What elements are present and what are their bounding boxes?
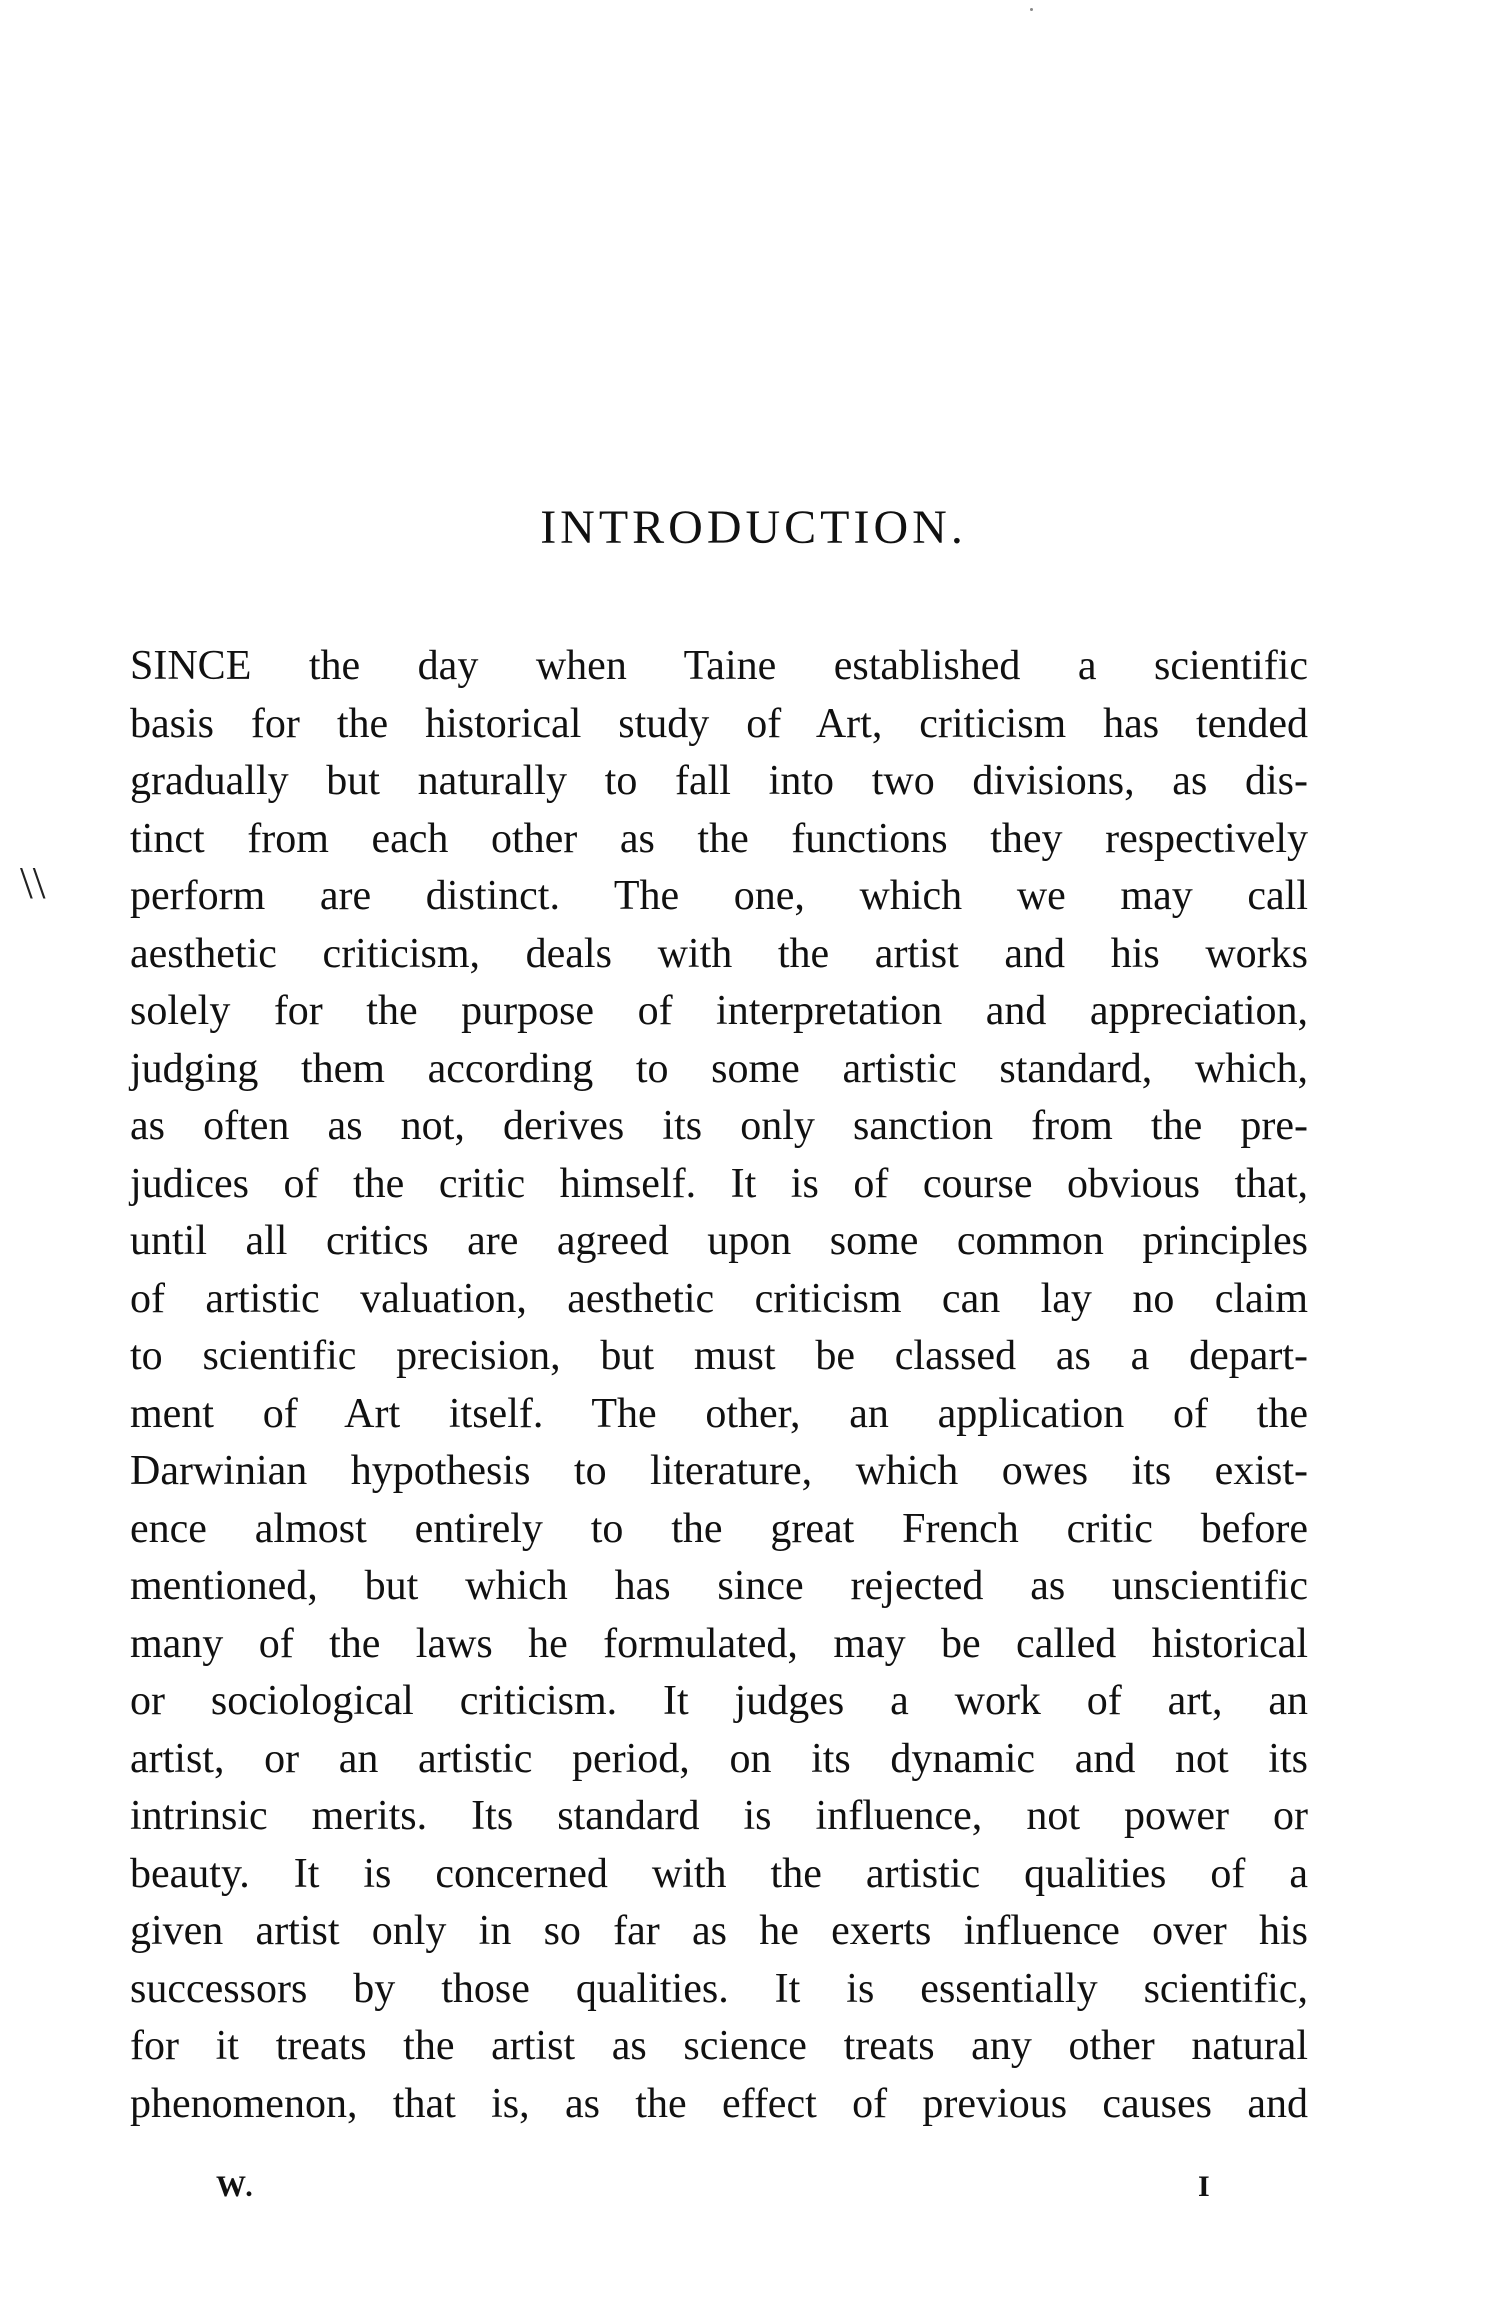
text-line: phenomenon, that is, as the effect of previous causes and — [130, 2080, 1308, 2127]
text-line: ence almost entirely to the great French critic before — [130, 1505, 1308, 1552]
text-line: aesthetic criticism, deals with the artist and his works — [130, 930, 1308, 977]
text-line: as often as not, derives its only sanction from the pre- — [130, 1103, 1308, 1149]
text-line: for it treats the artist as science treats any other natural — [130, 2023, 1308, 2069]
page-number: I — [1198, 2170, 1210, 2203]
text-line: gradually but naturally to fall into two divisions, as dis- — [130, 758, 1308, 804]
text-line: of artistic valuation, aesthetic criticism can lay no claim — [130, 1275, 1308, 1322]
text-line: or sociological criticism. It judges a work of art, an — [130, 1678, 1308, 1724]
text-line: judging them according to some artistic standard, which, — [130, 1045, 1308, 1092]
text-line: until all critics are agreed upon some common principles — [130, 1218, 1308, 1264]
text-line: perform are distinct. The one, which we may call — [130, 873, 1308, 919]
text-line: given artist only in so far as he exerts influence over his — [130, 1908, 1308, 1954]
text-line: artist, or an artistic period, on its dynamic and not its — [130, 1735, 1308, 1782]
text-line: intrinsic merits. Its standard is influence, not power or — [130, 1793, 1308, 1839]
text-line: beauty. It is concerned with the artistic qualities of a — [130, 1850, 1308, 1897]
text-line: SINCE the day when Taine established a scientific — [130, 643, 1308, 689]
text-line: mentioned, but which has since rejected as unscientific — [130, 1563, 1308, 1609]
signature-mark: W. — [216, 2170, 255, 2203]
text-line: to scientific precision, but must be classed as a depart- — [130, 1333, 1308, 1379]
text-line: ment of Art itself. The other, an application of the — [130, 1390, 1308, 1437]
body-paragraph — [130, 638, 1308, 2133]
text-line: many of the laws he formulated, may be called historical — [130, 1620, 1308, 1667]
margin-annotation: \\ — [20, 857, 46, 908]
chapter-heading: INTRODUCTION. — [540, 501, 967, 554]
text-line: tinct from each other as the functions they respectively — [130, 815, 1308, 862]
text-line: successors by those qualities. It is essentially scientific, — [130, 1965, 1308, 2012]
scan-speck — [1030, 8, 1033, 11]
text-line: basis for the historical study of Art, criticism has tended — [130, 700, 1308, 747]
text-line: Darwinian hypothesis to literature, which owes its exist- — [130, 1448, 1308, 1494]
text-line: judices of the critic himself. It is of course obvious that, — [130, 1160, 1308, 1207]
text-line: solely for the purpose of interpretation and appreciation, — [130, 988, 1308, 1034]
